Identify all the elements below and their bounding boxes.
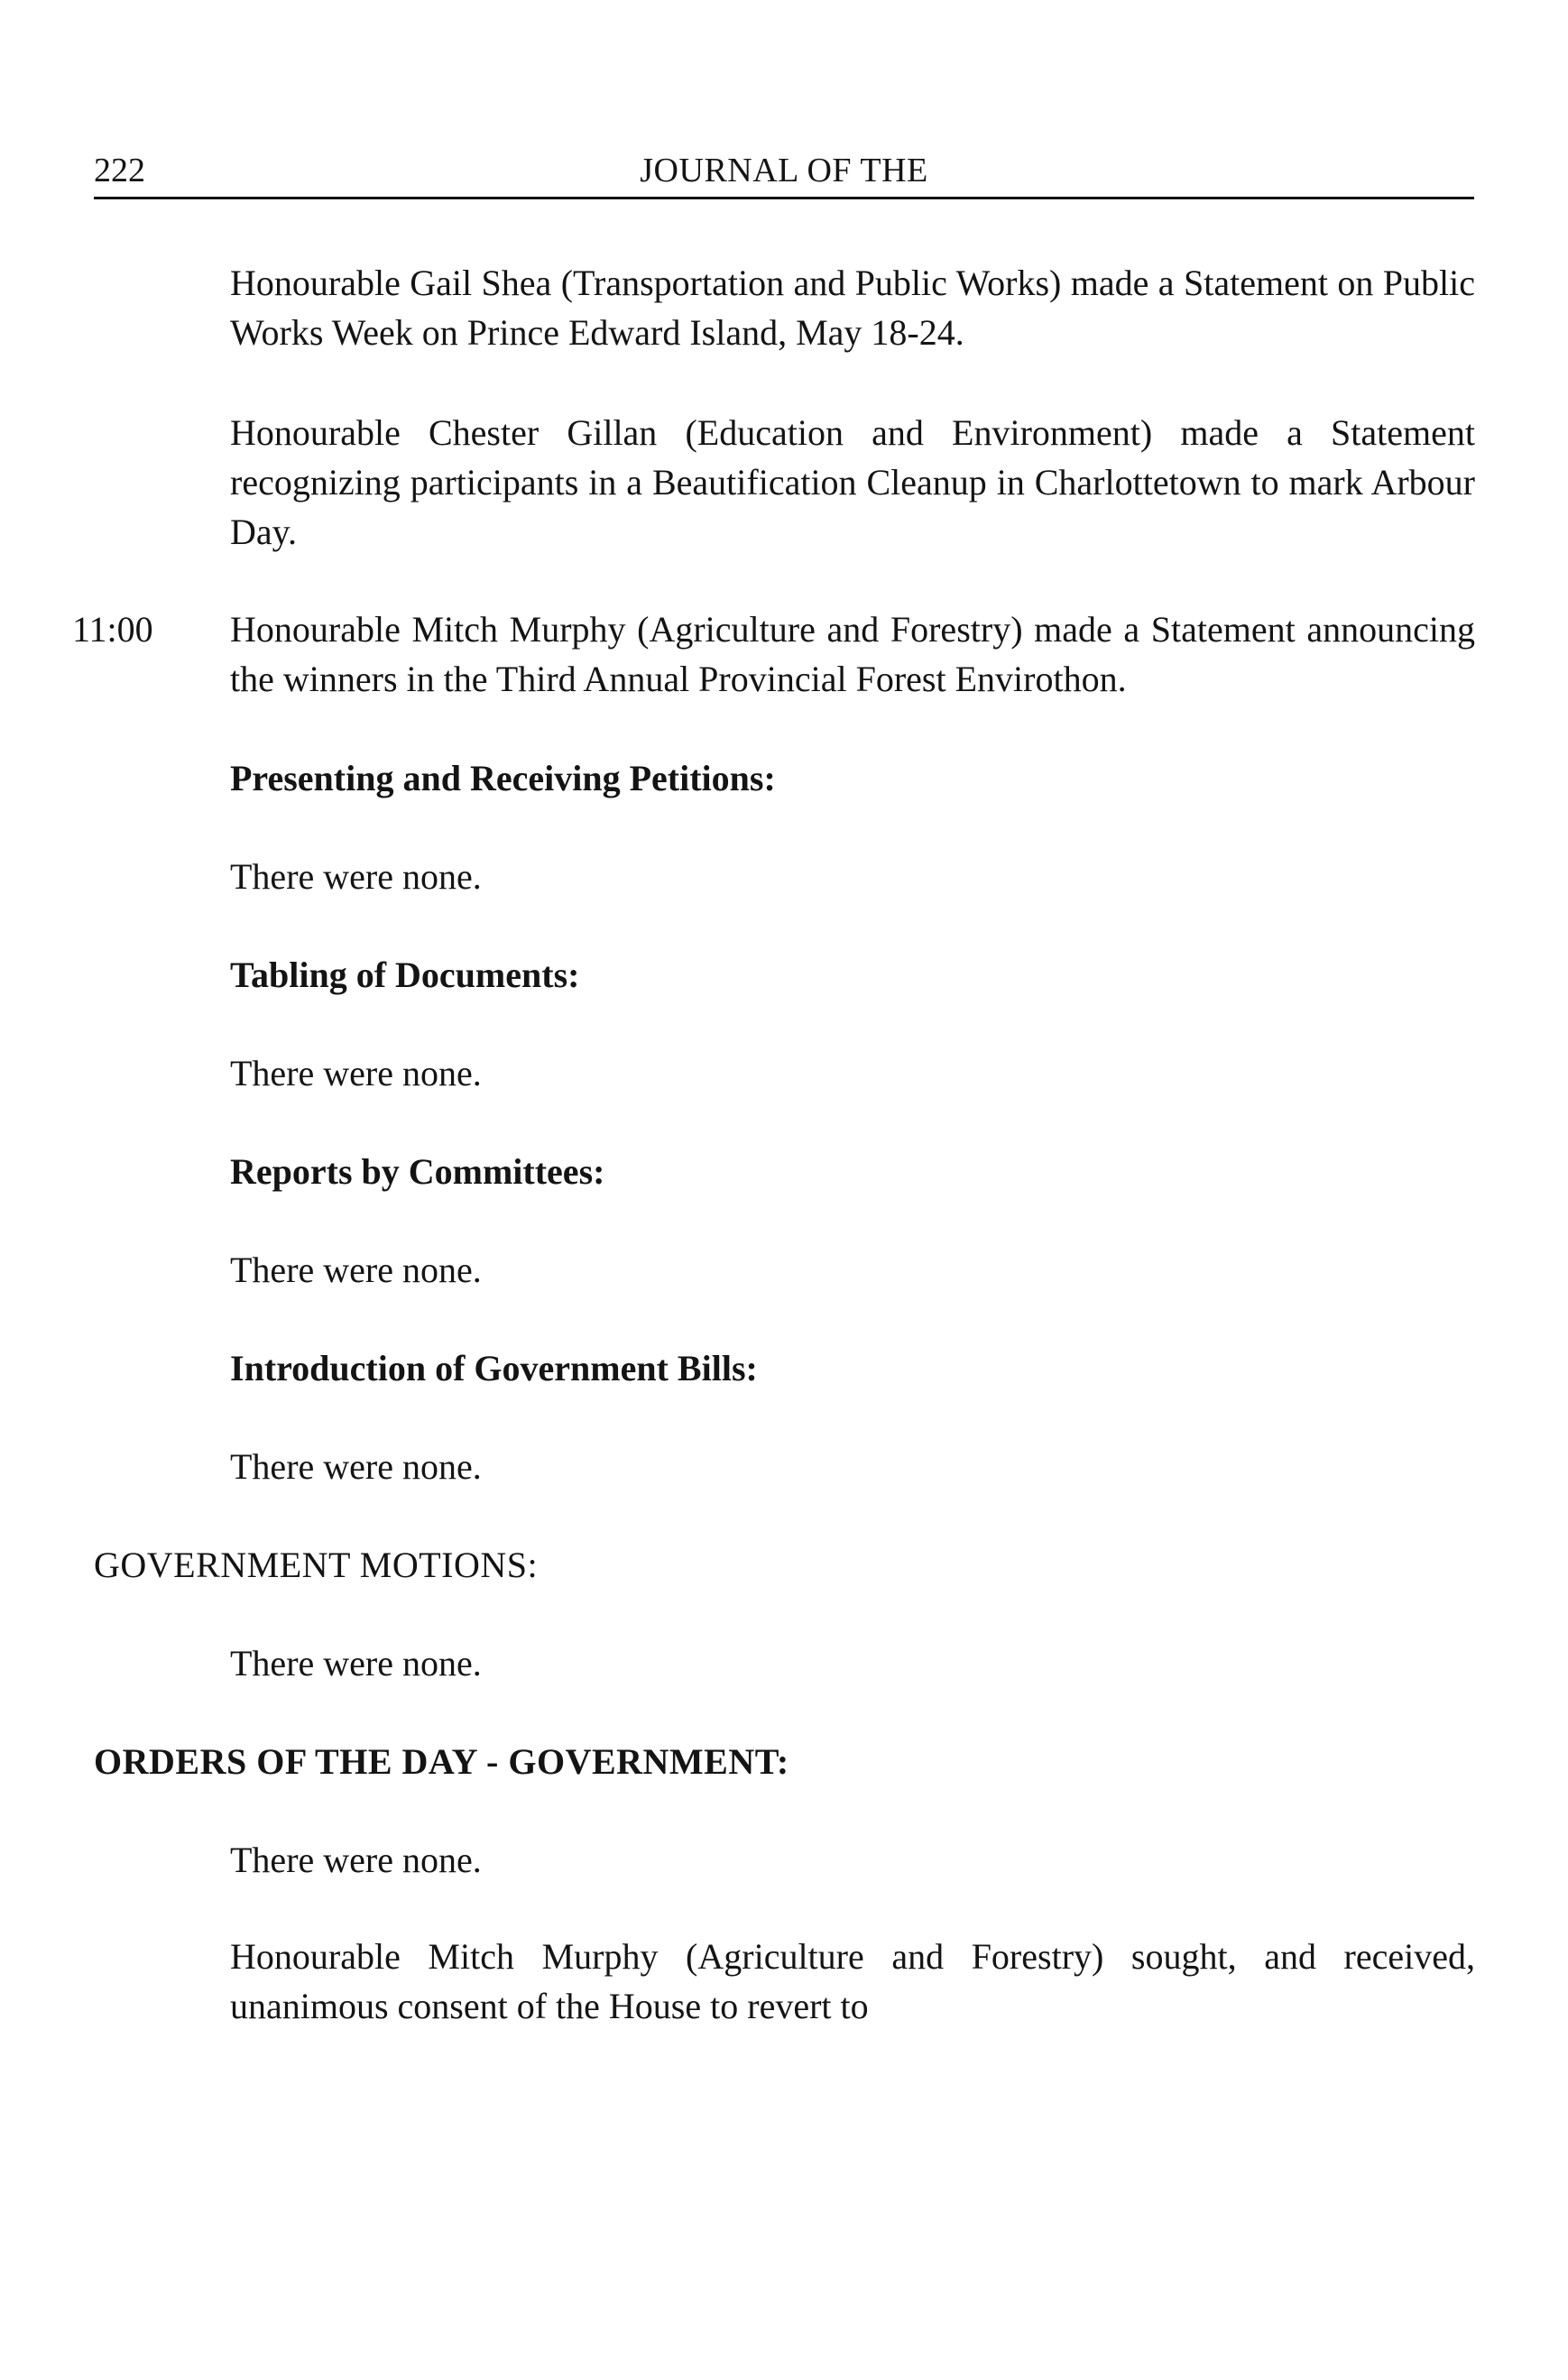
running-head: JOURNAL OF THE: [640, 152, 928, 189]
heading-government-bills: Introduction of Government Bills:: [230, 1348, 758, 1388]
tabling-body: There were none.: [230, 1053, 482, 1093]
closing-paragraph: Honourable Mitch Murphy (Agriculture and Forestry) sought, and received, unanimous consent of the House to revert to: [230, 1936, 1475, 2026]
statement-shea: Honourable Gail Shea (Transportation and Public Works) made a Statement on Public Works Week on Prince Edward Island, May 18-24.: [230, 263, 1475, 353]
heading-petitions: Presenting and Receiving Petitions:: [230, 758, 776, 798]
statement-gillan: Honourable Chester Gillan (Education and Environment) made a Statement recognizing participants in a Beautification Cleanup in Charlottetown to mark Arbour Day.: [230, 412, 1475, 552]
heading-tabling: Tabling of Documents:: [230, 955, 580, 995]
page-number: 222: [94, 152, 145, 189]
committees-body: There were none.: [230, 1250, 482, 1290]
page-header: [94, 150, 1474, 204]
statement-murphy: Honourable Mitch Murphy (Agriculture and Forestry) made a Statement announcing the winners in the Third Annual Provincial Forest Envirothon.: [230, 609, 1475, 699]
government-motions-body: There were none.: [230, 1643, 482, 1684]
government-bills-body: There were none.: [230, 1446, 482, 1487]
petitions-body: There were none.: [230, 856, 482, 897]
orders-of-the-day-body: There were none.: [230, 1840, 482, 1880]
statement-time: 11:00: [72, 609, 153, 650]
heading-committees: Reports by Committees:: [230, 1151, 605, 1192]
heading-orders-of-the-day: ORDERS OF THE DAY - GOVERNMENT:: [94, 1741, 789, 1782]
heading-government-motions: GOVERNMENT MOTIONS:: [94, 1545, 539, 1585]
header-rule: [94, 197, 1474, 199]
